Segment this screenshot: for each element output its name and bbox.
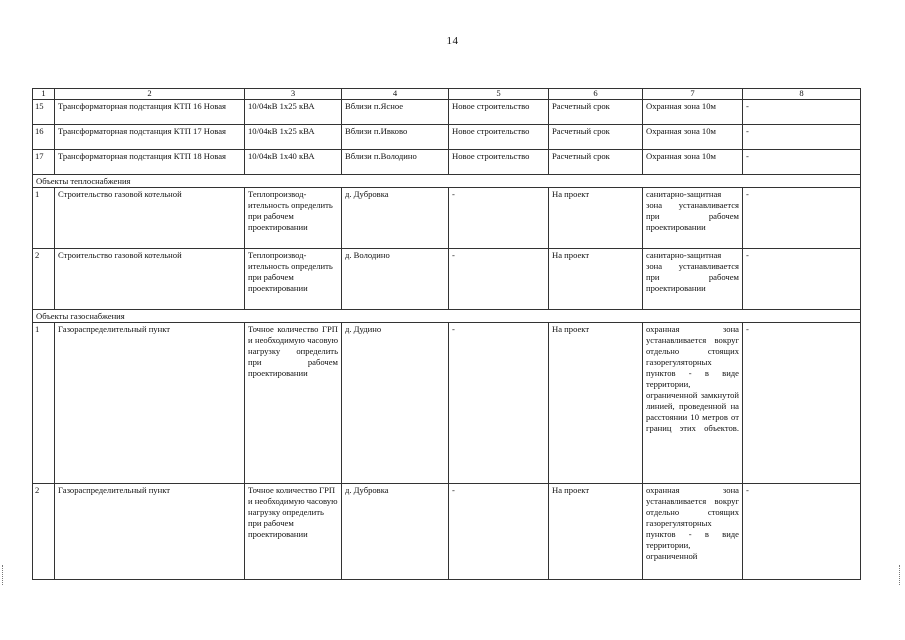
term-cell: Расчетный срок bbox=[549, 125, 643, 150]
note-cell: - bbox=[743, 188, 861, 249]
object-name-cell: Газораспределительный пункт bbox=[55, 323, 245, 484]
status-cell: Новое строительство bbox=[449, 150, 549, 175]
section-row bbox=[33, 310, 861, 323]
row-number-cell: 1 bbox=[33, 323, 55, 484]
status-cell: - bbox=[449, 323, 549, 484]
note-cell: - bbox=[743, 484, 861, 580]
zone-cell: охранная зона устанавливается вокруг отдельно стоящих газорегуляторных пунктов - в виде территории, ограниченной замкнутой линией, проведенной на расстоянии 10 метров от границ этих объектов. bbox=[643, 323, 743, 484]
status-cell: - bbox=[449, 188, 549, 249]
status-cell: Новое строительство bbox=[449, 100, 549, 125]
header-cell: 2 bbox=[55, 89, 245, 100]
parameters-cell: 10/04кВ 1x25 кВА bbox=[245, 100, 342, 125]
row-number-cell: 2 bbox=[33, 484, 55, 580]
location-cell: д. Володино bbox=[342, 249, 449, 310]
table-row bbox=[33, 249, 861, 310]
header-cell: 5 bbox=[449, 89, 549, 100]
section-heading: Объекты теплоснабжения bbox=[33, 175, 861, 188]
row-number-cell: 1 bbox=[33, 188, 55, 249]
zone-cell: Охранная зона 10м bbox=[643, 150, 743, 175]
location-cell: Вблизи п.Ясное bbox=[342, 100, 449, 125]
zone-cell: охранная зона устанавливается вокруг отдельно стоящих газорегуляторных пунктов - в виде территории, ограниченной bbox=[643, 484, 743, 580]
header-cell: 4 bbox=[342, 89, 449, 100]
location-cell: д. Дубровка bbox=[342, 484, 449, 580]
location-cell: д. Дудино bbox=[342, 323, 449, 484]
location-cell: Вблизи п.Володино bbox=[342, 150, 449, 175]
location-cell: Вблизи п.Ивково bbox=[342, 125, 449, 150]
zone-cell: Охранная зона 10м bbox=[643, 125, 743, 150]
object-name-cell: Строительство газовой котельной bbox=[55, 188, 245, 249]
header-cell: 6 bbox=[549, 89, 643, 100]
term-cell: На проект bbox=[549, 249, 643, 310]
section-row bbox=[33, 175, 861, 188]
status-cell: - bbox=[449, 249, 549, 310]
object-name-cell: Трансформаторная подстанция КТП 17 Новая bbox=[55, 125, 245, 150]
table-row bbox=[33, 125, 861, 150]
table-row bbox=[33, 188, 861, 249]
term-cell: На проект bbox=[549, 188, 643, 249]
left-margin-mark bbox=[2, 565, 5, 585]
term-cell: На проект bbox=[549, 323, 643, 484]
table-row bbox=[33, 150, 861, 175]
parameters-cell: Теплопроизвод-ительность определить при рабочем проектировании bbox=[245, 188, 342, 249]
zone-cell: Охранная зона 10м bbox=[643, 100, 743, 125]
note-cell: - bbox=[743, 125, 861, 150]
object-name-cell: Газораспределительный пункт bbox=[55, 484, 245, 580]
term-cell: На проект bbox=[549, 484, 643, 580]
parameters-cell: Точное количество ГРП и необходимую часовую нагрузку определить при рабочем проектировании bbox=[245, 323, 342, 484]
parameters-cell: Точное количество ГРП и необходимую часовую нагрузку определить при рабочем проектировании bbox=[245, 484, 342, 580]
note-cell: - bbox=[743, 249, 861, 310]
note-cell: - bbox=[743, 323, 861, 484]
term-cell: Расчетный срок bbox=[549, 150, 643, 175]
status-cell: - bbox=[449, 484, 549, 580]
header-cell: 3 bbox=[245, 89, 342, 100]
table-body bbox=[33, 89, 861, 580]
header-cell: 7 bbox=[643, 89, 743, 100]
status-cell: Новое строительство bbox=[449, 125, 549, 150]
parameters-cell: Теплопроизвод-ительность определить при рабочем проектировании bbox=[245, 249, 342, 310]
object-name-cell: Трансформаторная подстанция КТП 16 Новая bbox=[55, 100, 245, 125]
table-row bbox=[33, 100, 861, 125]
table-row bbox=[33, 323, 861, 484]
section-heading: Объекты газоснабжения bbox=[33, 310, 861, 323]
header-cell: 8 bbox=[743, 89, 861, 100]
page-number: 14 bbox=[446, 35, 459, 47]
zone-cell: санитарно-защитная зона устанавливается при рабочем проектировании bbox=[643, 188, 743, 249]
infrastructure-table bbox=[32, 88, 861, 580]
row-number-cell: 2 bbox=[33, 249, 55, 310]
note-cell: - bbox=[743, 100, 861, 125]
table-row bbox=[33, 484, 861, 580]
parameters-cell: 10/04кВ 1x25 кВА bbox=[245, 125, 342, 150]
header-cell: 1 bbox=[33, 89, 55, 100]
row-number-cell: 17 bbox=[33, 150, 55, 175]
row-number-cell: 15 bbox=[33, 100, 55, 125]
parameters-cell: 10/04кВ 1x40 кВА bbox=[245, 150, 342, 175]
zone-cell: санитарно-защитная зона устанавливается при рабочем проектировании bbox=[643, 249, 743, 310]
object-name-cell: Строительство газовой котельной bbox=[55, 249, 245, 310]
header-row bbox=[33, 89, 861, 100]
term-cell: Расчетный срок bbox=[549, 100, 643, 125]
note-cell: - bbox=[743, 150, 861, 175]
row-number-cell: 16 bbox=[33, 125, 55, 150]
right-margin-mark bbox=[899, 565, 902, 585]
object-name-cell: Трансформаторная подстанция КТП 18 Новая bbox=[55, 150, 245, 175]
location-cell: д. Дубровка bbox=[342, 188, 449, 249]
